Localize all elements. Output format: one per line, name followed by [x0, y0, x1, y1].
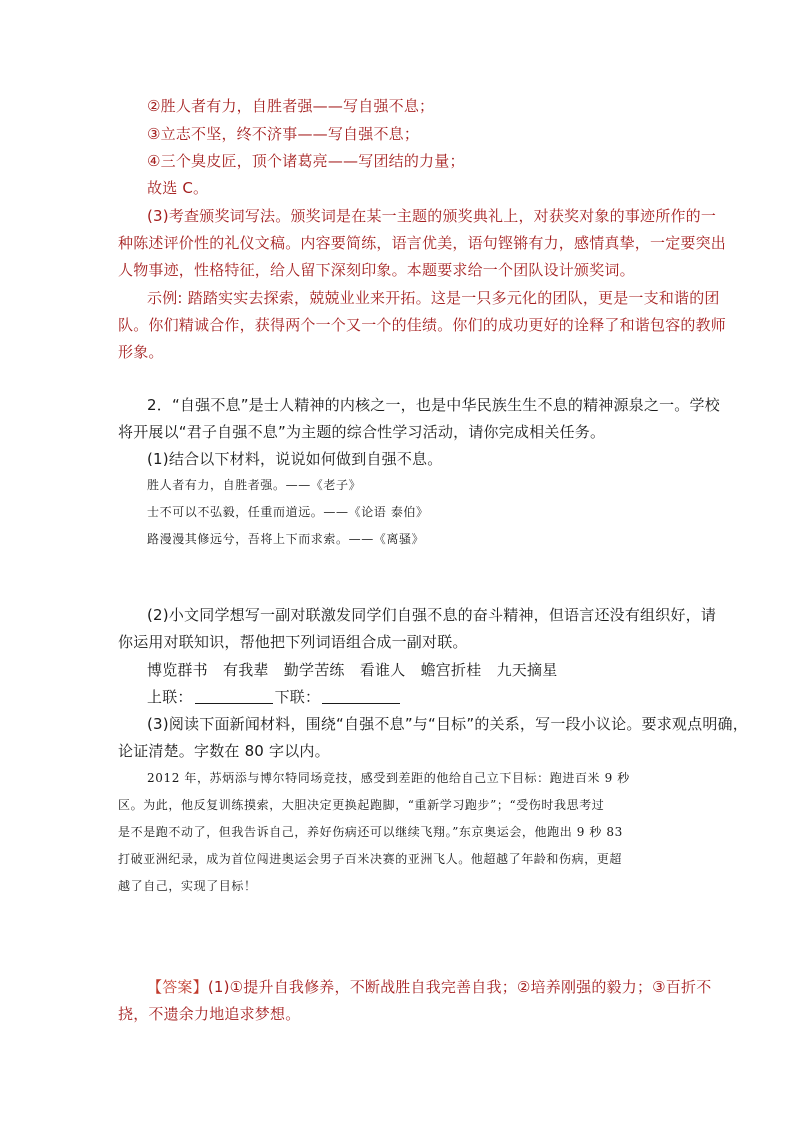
- answer-line: [147, 977, 711, 997]
- lower-couplet-label: 下联：: [274, 688, 321, 706]
- lower-couplet-blank[interactable]: [322, 689, 400, 704]
- q2-sub2-line: (2)小文同学想写一副对联激发同学们自强不息的奋斗精神，但语言还没有组织好，请: [147, 606, 717, 624]
- upper-couplet-blank[interactable]: [195, 689, 273, 704]
- couplet-answer-row: [147, 687, 402, 707]
- q2-sub1: (1)结合以下材料，说说如何做到自强不息。: [147, 450, 443, 468]
- answer-text: (1)①提升自我修养，不断战胜自我完善自我；②培养刚强的毅力；③百折不: [207, 978, 712, 996]
- couplet-words: 博览群书 有我辈 勤学苦练 看谁人 蟾宫折桂 九天摘星: [147, 661, 558, 679]
- q3-explanation-line: (3)考查颁奖词写法。颁奖词是在某一主题的颁奖典礼上，对获奖对象的事迹所作的一: [147, 207, 717, 225]
- q3-explanation-line: 种陈述评价性的礼仪文稿。内容要简练，语言优美，语句铿锵有力，感情真挚，一定要突出: [118, 234, 727, 252]
- answer-tag: 【答案】: [147, 978, 208, 996]
- explanation-item-3: ③立志不坚，终不济事——写自强不息；: [147, 125, 420, 143]
- quote-lunyu: 士不可以不弘毅，任重而道远。——《论语 泰伯》: [147, 505, 429, 519]
- q3-explanation-line: 人物事迹，性格特征，给人留下深刻印象。本题要求给一个团队设计颁奖词。: [118, 261, 635, 279]
- explanation-item-2: ②胜人者有力，自胜者强——写自强不息；: [147, 97, 435, 115]
- q2-intro-line: 将开展以“君子自强不息”为主题的综合性学习活动，请你完成相关任务。: [118, 423, 606, 441]
- q2-sub3-line: 论证清楚。字数在 80 字以内。: [118, 742, 330, 760]
- q2-sub2-line: 你运用对联知识，帮他把下列词语组合成一副对联。: [118, 633, 468, 651]
- explanation-item-4: ④三个臭皮匠，顶个诸葛亮——写团结的力量；: [147, 152, 465, 170]
- example-line: 队。你们精诚合作，获得两个一个又一个的佳绩。你们的成功更好的诠释了和谐包容的教师: [118, 316, 727, 334]
- news-line: 是不是跑不动了，但我告诉自己，养好伤病还可以继续飞翔。”东京奥运会，他跑出 9 秒 83: [118, 825, 623, 839]
- news-line: 越了自己，实现了目标！: [118, 879, 257, 893]
- news-line: 2012 年，苏炳添与博尔特同场竞技，感受到差距的他给自己立下目标：跑进百米 9 秒: [147, 771, 630, 785]
- explanation-conclusion: 故选 C。: [147, 179, 209, 197]
- answer-line-continued: 挠，不遗余力地追求梦想。: [118, 1005, 301, 1023]
- news-line: 打破亚洲纪录，成为首位闯进奥运会男子百米决赛的亚洲飞人。他超越了年龄和伤病，更超: [118, 852, 623, 866]
- example-line: 形象。: [118, 343, 164, 361]
- news-line: 区。为此，他反复训练摸索，大胆决定更换起跑脚，“重新学习跑步”；“受伤时我思考过: [118, 798, 605, 812]
- q2-sub3-line: (3)阅读下面新闻材料，围绕“自强不息”与“目标”的关系，写一段小议论。要求观点明确，: [147, 715, 748, 733]
- quote-laozi: 胜人者有力，自胜者强。——《老子》: [147, 478, 362, 492]
- q2-intro-line: 2．“自强不息”是士人精神的内核之一，也是中华民族生生不息的精神源泉之一。学校: [147, 396, 720, 414]
- quote-lisao: 路漫漫其修远兮，吾将上下而求索。——《离骚》: [147, 532, 425, 546]
- example-line: 示例: 踏踏实实去探索，兢兢业业来开拓。这是一只多元化的团队，更是一支和谐的团: [147, 289, 720, 307]
- upper-couplet-label: 上联：: [147, 688, 193, 706]
